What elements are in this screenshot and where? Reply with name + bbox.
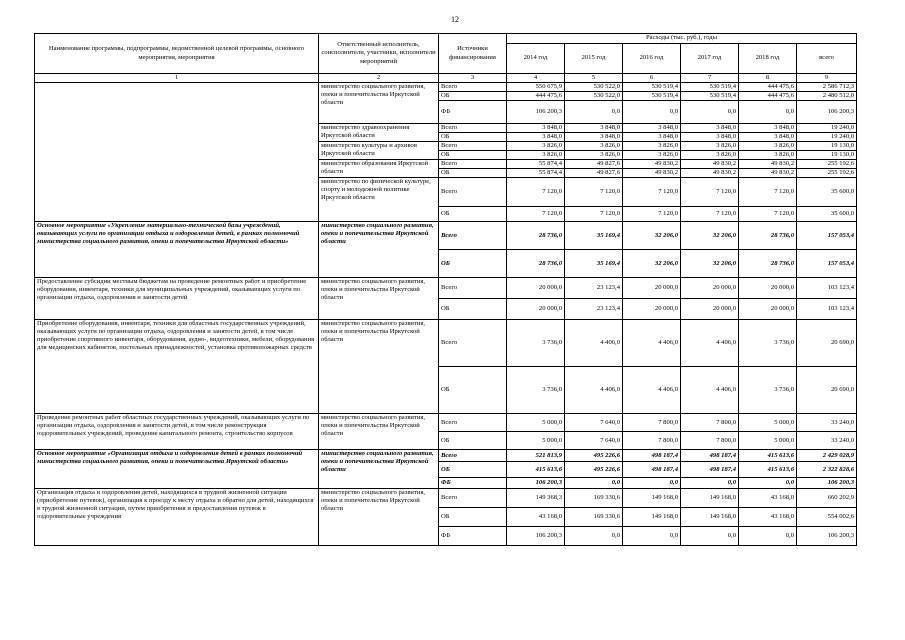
value-cell: 7 120,0 <box>507 207 565 222</box>
value-cell: 3 736,0 <box>507 320 565 367</box>
table-row <box>35 450 857 462</box>
value-total: 106 200,3 <box>797 527 857 546</box>
value-cell: 7 640,0 <box>565 414 623 432</box>
funding-source: ОБ <box>439 462 507 478</box>
value-cell: 149 168,0 <box>623 489 681 508</box>
value-cell: 49 830,2 <box>623 169 681 178</box>
value-cell: 4 406,0 <box>681 367 739 414</box>
column-index: 5 <box>565 74 623 83</box>
table-row <box>35 320 857 367</box>
header-source: Источники финансирования <box>439 34 507 74</box>
funding-source: Всего <box>439 124 507 133</box>
value-cell: 495 226,6 <box>565 450 623 462</box>
value-total: 2 322 828,6 <box>797 462 857 478</box>
value-cell: 149 168,0 <box>681 489 739 508</box>
table-row <box>35 222 857 250</box>
column-index-row <box>35 74 857 83</box>
value-cell: 43 168,0 <box>739 508 797 527</box>
value-cell: 55 874,4 <box>507 160 565 169</box>
table-row <box>35 489 857 508</box>
value-cell: 28 736,0 <box>739 250 797 278</box>
value-cell: 5 000,0 <box>739 414 797 432</box>
value-cell: 106 200,3 <box>507 101 565 124</box>
column-index: 4 <box>507 74 565 83</box>
funding-source: ОБ <box>439 432 507 450</box>
measure-name: Основное мероприятие «Организация отдыха и оздоровления детей в рамках полномочий министерства социального развития, опеки и попечительства Иркутской области» <box>35 450 319 489</box>
column-index: 9 <box>797 74 857 83</box>
value-cell: 0,0 <box>681 101 739 124</box>
value-cell: 0,0 <box>565 101 623 124</box>
value-total: 2 586 712,3 <box>797 83 857 92</box>
value-cell: 28 736,0 <box>739 222 797 250</box>
value-cell: 149 168,0 <box>623 508 681 527</box>
measure-name <box>35 83 319 222</box>
value-cell: 0,0 <box>565 478 623 489</box>
funding-source: ОБ <box>439 299 507 320</box>
value-cell: 32 206,0 <box>681 222 739 250</box>
value-cell: 0,0 <box>739 478 797 489</box>
funding-source: Всего <box>439 414 507 432</box>
value-cell: 3 826,0 <box>739 142 797 151</box>
value-cell: 4 406,0 <box>623 320 681 367</box>
value-cell: 106 200,3 <box>507 527 565 546</box>
value-cell: 20 000,0 <box>507 278 565 299</box>
value-cell: 49 827,6 <box>565 160 623 169</box>
value-cell: 444 475,6 <box>507 92 565 101</box>
value-cell: 530 519,4 <box>681 83 739 92</box>
value-cell: 3 826,0 <box>739 151 797 160</box>
value-cell: 0,0 <box>739 101 797 124</box>
value-cell: 149 168,0 <box>681 508 739 527</box>
funding-source: Всего <box>439 160 507 169</box>
value-cell: 20 000,0 <box>623 278 681 299</box>
value-cell: 7 800,0 <box>681 414 739 432</box>
value-total: 35 600,0 <box>797 178 857 207</box>
executor-name: министерство социального развития, опеки и попечительства Иркутской области <box>319 489 439 546</box>
value-cell: 32 206,0 <box>623 222 681 250</box>
funding-source: ОБ <box>439 508 507 527</box>
value-cell: 32 206,0 <box>681 250 739 278</box>
budget-table <box>34 33 857 546</box>
value-cell: 7 120,0 <box>565 207 623 222</box>
executor-name: министерство культуры и архивов Иркутской области <box>319 142 439 160</box>
value-cell: 43 168,0 <box>507 508 565 527</box>
measure-name: Организация отдыха и оздоровления детей, находящихся в трудной жизненной ситуации (приобретение путевок), организация к проезду к месту отдыха и обратно для детей, находящихся в трудной жизненной ситуации, путем приобретения и предоставления путевок в оздоровительные учреждения <box>35 489 319 546</box>
measure-name: Предоставление субсидии местным бюджетам на проведение ремонтных работ и приобретение оборудования, инвентаря, техники для муниципальных учреждений, оказывающих услуги по организации отдыха, оздоровления и занятости детей <box>35 278 319 320</box>
value-cell: 3 848,0 <box>739 133 797 142</box>
value-total: 19 130,0 <box>797 151 857 160</box>
executor-name: министерство социального развития, опеки и попечительства Иркутской области <box>319 320 439 414</box>
funding-source: ОБ <box>439 367 507 414</box>
column-index: 8 <box>739 74 797 83</box>
value-cell: 23 123,4 <box>565 299 623 320</box>
value-cell: 444 475,6 <box>739 92 797 101</box>
value-total: 20 690,0 <box>797 367 857 414</box>
value-cell: 35 169,4 <box>565 250 623 278</box>
value-total: 660 202,9 <box>797 489 857 508</box>
column-index: 1 <box>35 74 319 83</box>
value-cell: 20 000,0 <box>681 299 739 320</box>
executor-name: министерство социального развития, опеки и попечительства Иркутской области <box>319 222 439 278</box>
funding-source: ФБ <box>439 478 507 489</box>
value-total: 33 240,0 <box>797 414 857 432</box>
value-cell: 4 406,0 <box>681 320 739 367</box>
value-cell: 0,0 <box>681 478 739 489</box>
value-cell: 3 736,0 <box>739 367 797 414</box>
value-cell: 3 826,0 <box>565 151 623 160</box>
value-cell: 169 330,6 <box>565 489 623 508</box>
funding-source: Всего <box>439 222 507 250</box>
funding-source: ОБ <box>439 151 507 160</box>
value-total: 2 480 512,0 <box>797 92 857 101</box>
value-total: 33 240,0 <box>797 432 857 450</box>
value-cell: 43 168,0 <box>739 489 797 508</box>
page-number: 12 <box>451 15 459 24</box>
value-cell: 530 519,4 <box>623 92 681 101</box>
value-cell: 20 000,0 <box>623 299 681 320</box>
funding-source: Всего <box>439 489 507 508</box>
table-row <box>35 414 857 432</box>
value-cell: 7 640,0 <box>565 432 623 450</box>
value-cell: 3 826,0 <box>623 142 681 151</box>
value-cell: 521 813,9 <box>507 450 565 462</box>
value-cell: 7 120,0 <box>623 207 681 222</box>
funding-source: ФБ <box>439 527 507 546</box>
value-cell: 4 406,0 <box>565 320 623 367</box>
value-cell: 49 830,2 <box>623 160 681 169</box>
value-cell: 20 000,0 <box>739 299 797 320</box>
table-row <box>35 83 857 92</box>
funding-source: ОБ <box>439 169 507 178</box>
value-cell: 5 000,0 <box>739 432 797 450</box>
funding-source: Всего <box>439 178 507 207</box>
value-cell: 3 826,0 <box>681 142 739 151</box>
value-total: 106 200,3 <box>797 101 857 124</box>
value-cell: 7 800,0 <box>623 432 681 450</box>
value-cell: 498 187,4 <box>681 450 739 462</box>
value-cell: 3 826,0 <box>681 151 739 160</box>
value-cell: 3 826,0 <box>507 142 565 151</box>
value-cell: 35 169,4 <box>565 222 623 250</box>
value-cell: 7 120,0 <box>507 178 565 207</box>
measure-name: Проведение ремонтных работ областных государственных учреждений, оказывающих услуги по организации отдыха, оздоровления и занятости детей, в том числе реконструкция оздоровительных учреждений, проведение капитального ремонта, строительство корпусов <box>35 414 319 450</box>
executor-name: министерство социального развития, опеки и попечительства Иркутской области <box>319 414 439 450</box>
value-cell: 7 120,0 <box>623 178 681 207</box>
value-total: 106 200,3 <box>797 478 857 489</box>
value-cell: 530 522,0 <box>565 83 623 92</box>
value-cell: 0,0 <box>739 527 797 546</box>
value-cell: 0,0 <box>623 101 681 124</box>
table-row <box>35 278 857 299</box>
column-index: 2 <box>319 74 439 83</box>
value-cell: 28 736,0 <box>507 222 565 250</box>
value-total: 35 600,0 <box>797 207 857 222</box>
value-total: 103 123,4 <box>797 278 857 299</box>
column-index: 7 <box>681 74 739 83</box>
funding-source: Всего <box>439 450 507 462</box>
value-cell: 5 000,0 <box>507 414 565 432</box>
value-cell: 3 848,0 <box>565 124 623 133</box>
column-index: 3 <box>439 74 507 83</box>
value-total: 19 130,0 <box>797 142 857 151</box>
value-cell: 23 123,4 <box>565 278 623 299</box>
executor-name: министерство социального развития, опеки и попечительства Иркутской области <box>319 278 439 320</box>
value-cell: 149 368,3 <box>507 489 565 508</box>
value-cell: 3 848,0 <box>507 124 565 133</box>
value-cell: 3 736,0 <box>507 367 565 414</box>
header-total: всего <box>797 44 857 74</box>
value-cell: 0,0 <box>623 527 681 546</box>
funding-source: Всего <box>439 83 507 92</box>
value-cell: 20 000,0 <box>507 299 565 320</box>
value-cell: 0,0 <box>681 527 739 546</box>
value-cell: 5 000,0 <box>507 432 565 450</box>
value-total: 2 429 028,9 <box>797 450 857 462</box>
funding-source: Всего <box>439 278 507 299</box>
value-cell: 4 406,0 <box>623 367 681 414</box>
value-total: 255 192,6 <box>797 160 857 169</box>
value-cell: 32 206,0 <box>623 250 681 278</box>
measure-name: Приобретение оборудования, инвентаря, техники для областных государственных учреждений, оказывающих услуги по организации отдыха, оздоровления и занятости детей, в том числе приобретение спортивного инвентаря, оборудования, аудио-, видеотехники, мебели, оборудования для медицинских кабинетов, постельных принадлежностей, установка противопожарных средств <box>35 320 319 414</box>
executor-name: министерство по физической культуре, спорту и молодежной политике Иркутской области <box>319 178 439 222</box>
value-total: 103 123,4 <box>797 299 857 320</box>
value-cell: 530 522,0 <box>565 92 623 101</box>
funding-source: ОБ <box>439 250 507 278</box>
executor-name: министерство образования Иркутской области <box>319 160 439 178</box>
header-name: Наименование программы, подпрограммы, ведомственной целевой программы, основного мероприятия, мероприятия <box>35 34 319 74</box>
value-cell: 49 830,2 <box>681 160 739 169</box>
value-cell: 495 226,6 <box>565 462 623 478</box>
header-executor: Ответственный исполнитель, соисполнители, участники, исполнители мероприятий <box>319 34 439 74</box>
value-cell: 7 120,0 <box>681 178 739 207</box>
value-cell: 530 519,4 <box>623 83 681 92</box>
value-cell: 49 830,2 <box>739 160 797 169</box>
funding-source: ОБ <box>439 133 507 142</box>
value-cell: 4 406,0 <box>565 367 623 414</box>
value-cell: 0,0 <box>565 527 623 546</box>
header-year: 2014 год <box>507 44 565 74</box>
value-cell: 20 000,0 <box>681 278 739 299</box>
header-year: 2018 год <box>739 44 797 74</box>
column-index: 6 <box>623 74 681 83</box>
value-total: 157 053,4 <box>797 250 857 278</box>
value-cell: 498 187,4 <box>681 462 739 478</box>
value-cell: 7 800,0 <box>681 432 739 450</box>
value-cell: 7 120,0 <box>565 178 623 207</box>
value-cell: 3 826,0 <box>623 151 681 160</box>
value-cell: 498 187,4 <box>623 450 681 462</box>
value-total: 554 002,6 <box>797 508 857 527</box>
value-total: 19 240,0 <box>797 124 857 133</box>
value-total: 19 240,0 <box>797 133 857 142</box>
value-cell: 7 120,0 <box>739 207 797 222</box>
value-cell: 7 800,0 <box>623 414 681 432</box>
value-cell: 415 613,6 <box>739 450 797 462</box>
executor-name: министерство здравоохранения Иркутской области <box>319 124 439 142</box>
header-year: 2016 год <box>623 44 681 74</box>
value-cell: 415 613,6 <box>507 462 565 478</box>
value-cell: 49 827,6 <box>565 169 623 178</box>
value-cell: 3 848,0 <box>739 124 797 133</box>
value-cell: 3 826,0 <box>565 142 623 151</box>
header-year: 2017 год <box>681 44 739 74</box>
value-cell: 3 848,0 <box>565 133 623 142</box>
executor-name: министерство социального развития, опеки и попечительства Иркутской области <box>319 83 439 124</box>
funding-source: ФБ <box>439 101 507 124</box>
value-cell: 106 200,3 <box>507 478 565 489</box>
value-cell: 3 848,0 <box>623 124 681 133</box>
funding-source: Всего <box>439 142 507 151</box>
header-expenses: Расходы (тыс. руб.), годы <box>507 34 857 44</box>
table-body <box>35 83 857 546</box>
value-cell: 444 475,6 <box>739 83 797 92</box>
value-cell: 7 120,0 <box>681 207 739 222</box>
value-cell: 498 187,4 <box>623 462 681 478</box>
header-row <box>35 34 857 44</box>
value-cell: 49 830,2 <box>681 169 739 178</box>
value-cell: 3 736,0 <box>739 320 797 367</box>
value-cell: 3 826,0 <box>507 151 565 160</box>
value-cell: 3 848,0 <box>507 133 565 142</box>
value-cell: 0,0 <box>623 478 681 489</box>
value-cell: 3 848,0 <box>623 133 681 142</box>
value-cell: 415 613,6 <box>739 462 797 478</box>
value-cell: 55 874,4 <box>507 169 565 178</box>
executor-name: министерство социального развития, опеки и попечительства Иркутской области <box>319 450 439 489</box>
value-total: 20 690,0 <box>797 320 857 367</box>
value-cell: 20 000,0 <box>739 278 797 299</box>
value-cell: 49 830,2 <box>739 169 797 178</box>
value-cell: 550 675,9 <box>507 83 565 92</box>
funding-source: Всего <box>439 320 507 367</box>
measure-name: Основное мероприятие «Укрепление материально-технической базы учреждений, оказывающих услуги по организации отдыха и оздоровления детей, в рамках полномочий министерства социального развития, опеки и попечительства Иркутской области» <box>35 222 319 278</box>
value-cell: 3 848,0 <box>681 124 739 133</box>
value-cell: 28 736,0 <box>507 250 565 278</box>
value-cell: 3 848,0 <box>681 133 739 142</box>
value-cell: 7 120,0 <box>739 178 797 207</box>
value-cell: 169 330,6 <box>565 508 623 527</box>
funding-source: ОБ <box>439 207 507 222</box>
value-total: 255 192,6 <box>797 169 857 178</box>
header-year: 2015 год <box>565 44 623 74</box>
funding-source: ОБ <box>439 92 507 101</box>
value-total: 157 053,4 <box>797 222 857 250</box>
value-cell: 530 519,4 <box>681 92 739 101</box>
